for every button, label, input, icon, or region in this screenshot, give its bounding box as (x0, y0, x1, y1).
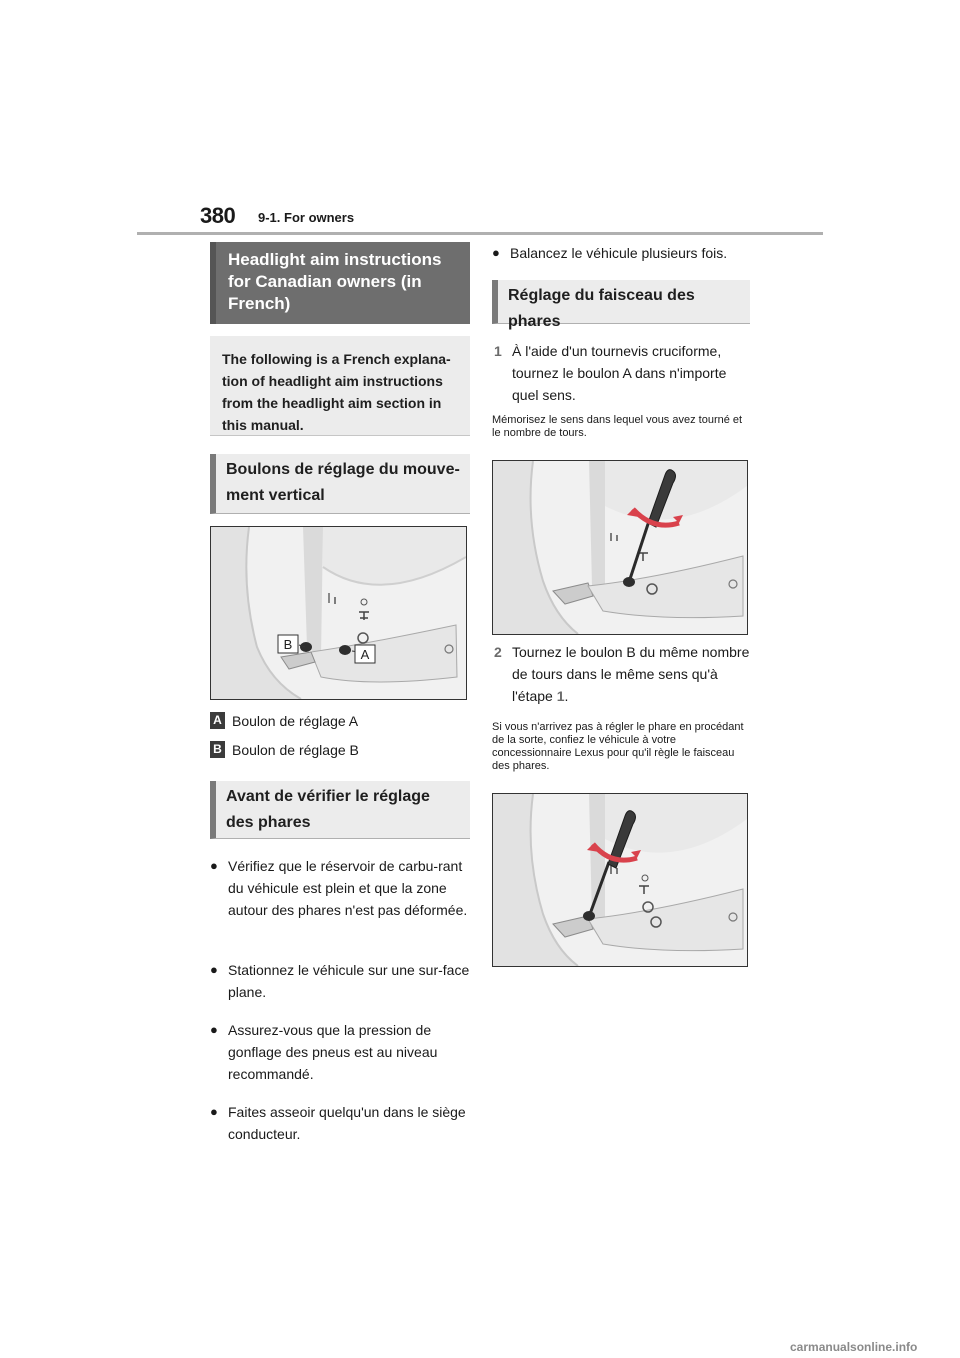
legend-row-a (210, 706, 470, 735)
checklist-item (210, 855, 470, 959)
checklist-item (210, 1019, 470, 1101)
main-heading: Headlight aim instructions for Canadian owners (in French) (210, 242, 470, 324)
callout-b-label: B (283, 637, 293, 652)
right-column (492, 242, 750, 967)
checklist-item-text: Assurez-vous que la pression de gonflage des pneus est au niveau recommandé. (228, 1022, 438, 1082)
bullet-glyph: ● (210, 962, 218, 977)
left-column (210, 242, 470, 1161)
rock-vehicle-item (492, 242, 750, 280)
callout-a-label: A (360, 647, 370, 662)
adjust-bolt-a-illustration (493, 461, 747, 634)
adjust-heading: Réglage du faisceau des phares (492, 280, 750, 324)
intro-box: The following is a French explana-tion of headlight aim instructions from the headlight aim section in this manual. (210, 336, 470, 436)
bolt-location-illustration (211, 527, 466, 699)
step-2 (492, 641, 750, 711)
bolt-location-figure (210, 526, 467, 700)
step-2-ref: 1 (556, 688, 565, 704)
section-title: 9-1. For owners (258, 210, 355, 225)
checklist-item-text: Vérifiez que le réservoir de carbu-rant du véhicule est plein et que la zone autour des phares n'est pas déformée. (228, 858, 468, 918)
adjust-bolt-b-illustration (493, 794, 747, 966)
step-2-number: 2 (494, 644, 502, 660)
page-number: 380 (200, 203, 236, 228)
adjust-bolt-b-figure (492, 793, 748, 967)
checklist-item (210, 959, 470, 1019)
bullet-glyph: ● (210, 858, 218, 873)
bullet-glyph: ● (210, 1022, 218, 1037)
step-2-note: Si vous n'arrivez pas à régler le phare en procédant de la sorte, confiez le véhicule à votre concessionnaire Lexus pour qu'il règle le faisceau des phares. (492, 721, 744, 772)
bullet-glyph: ● (210, 1104, 218, 1119)
step-2-text: Tournez le boulon B du même nombre de tours dans le même sens qu'à l'étape (512, 644, 750, 704)
legend-row-b (210, 735, 470, 764)
rock-vehicle-text: Balancez le véhicule plusieurs fois. (510, 245, 728, 261)
adjust-bolt-a-figure (492, 460, 748, 635)
checklist-item-text: Faites asseoir quelqu'un dans le siège conducteur. (228, 1104, 466, 1142)
step-1 (492, 340, 750, 406)
header-divider (137, 232, 823, 235)
step-2-end: . (564, 688, 569, 704)
legend-badge-b: B (210, 741, 225, 758)
step-1-note: Mémorisez le sens dans lequel vous avez tourné et le nombre de tours. (492, 414, 743, 439)
footer-watermark: carmanualsonline.info (790, 1340, 918, 1354)
checklist-item (210, 1101, 470, 1161)
legend-text-a: Boulon de réglage A (232, 712, 359, 729)
checklist-item-text: Stationnez le véhicule sur une sur-face plane. (228, 962, 470, 1000)
bullet-glyph: ● (492, 245, 500, 260)
step-1-number: 1 (494, 343, 502, 359)
legend-text-b: Boulon de réglage B (232, 741, 359, 758)
legend-badge-a: A (210, 712, 225, 729)
bolts-heading: Boulons de réglage du mouve-ment vertical (210, 454, 470, 514)
checklist (210, 855, 470, 1161)
step-1-text: À l'aide d'un tournevis cruciforme, tournez le boulon A dans n'importe quel sens. (512, 343, 727, 403)
before-check-heading: Avant de vérifier le réglage des phares (210, 781, 470, 839)
bolt-legend (210, 706, 470, 764)
